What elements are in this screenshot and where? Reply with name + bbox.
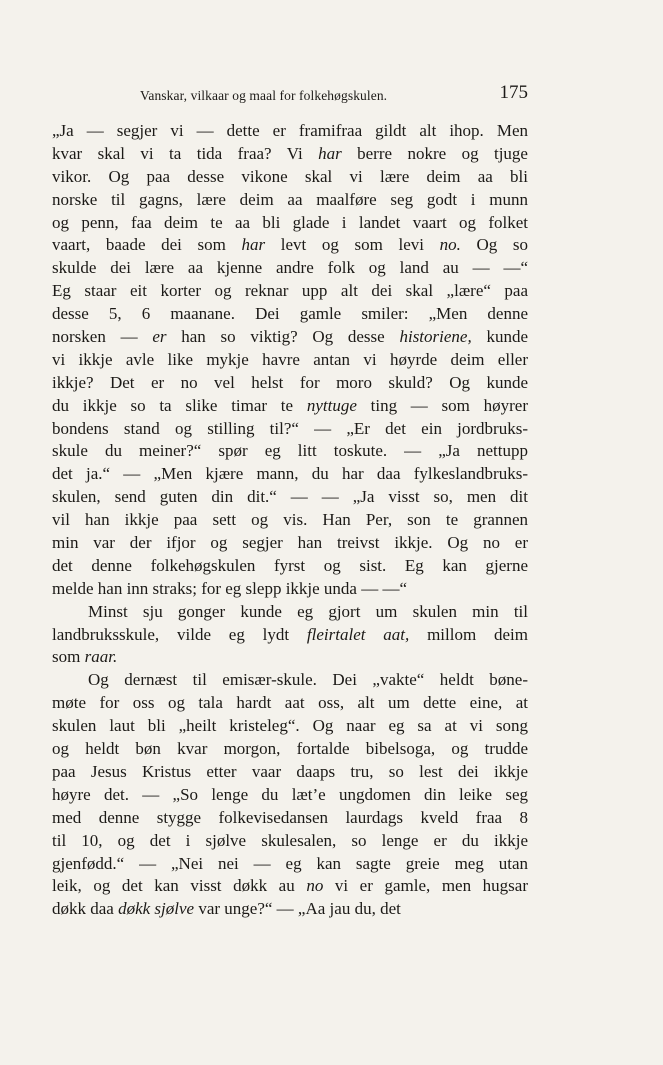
text-line: kvar skal vi ta tida fraa? Vi har berre nokre og tjuge: [52, 143, 528, 163]
text-line: til 10, og det i sjølve skulesalen, so lenge er du ikkje: [52, 830, 528, 850]
text-line: høyre det. — „So lenge du læt’e ungdomen din leike seg: [52, 784, 528, 804]
emphasis: nyttuge: [306, 395, 357, 415]
running-title: Vanskar, vilkaar og maal for folkehøgskulen.: [140, 88, 388, 103]
emphasis: har: [318, 143, 342, 163]
text-line: som raar.: [52, 647, 118, 667]
text-line: min var der ifjor og segjer han treivst ikkje. Og no er: [52, 533, 528, 553]
text-line: Minst sju gonger kunde eg gjort um skulen min til: [88, 601, 528, 621]
emphasis: er: [152, 327, 167, 347]
text-line: vil han ikkje paa sett og vis. Han Per, son te grannen: [52, 510, 528, 530]
text-line: vikor. Og paa desse vikone skal vi lære deim aa bli: [52, 166, 528, 186]
text-line: og penn, faa deim te aa bli glade i landet vaart og folket: [52, 212, 528, 232]
emphasis: no: [306, 876, 324, 896]
text-line: desse 5, 6 maanane. Dei gamle smiler: „Men denne: [52, 304, 528, 324]
text-line: bondens stand og stilling til?“ — „Er det ein jordbruks-: [52, 418, 528, 438]
emphasis: historiene,: [399, 327, 472, 347]
text-line: vi ikkje avle like mykje havre antan vi høyrde deim eller: [52, 349, 528, 369]
text-line: paa Jesus Kristus etter vaar daaps tru, so lest dei ikkje: [52, 761, 528, 781]
text-line: landbruksskule, vilde eg lydt fleirtalet aat, millom deim: [52, 624, 528, 644]
text-line: døkk daa døkk sjølve var unge?“ — „Aa jau du, det: [52, 899, 401, 919]
text-line: „Ja — segjer vi — dette er framifraa gildt alt ihop. Men: [52, 121, 528, 140]
running-head: [52, 82, 528, 106]
text-line: skulde dei lære aa kjenne andre folk og land au — —“: [52, 258, 528, 278]
emphasis: fleirtalet aat,: [306, 624, 410, 644]
emphasis: har: [241, 235, 266, 255]
text-line: med denne stygge folkevisedansen laurdags kveld fraa 8: [52, 807, 528, 827]
text-line: det ja.“ — „Men kjære mann, du har daa fylkeslandbruks-: [52, 464, 528, 484]
emphasis: døkk sjølve: [118, 899, 195, 919]
text-line: Og dernæst til emisær-skule. Dei „vakte“ heldt bøne-: [88, 670, 528, 690]
text-line: norsken — er han so viktig? Og desse historiene, kunde: [52, 327, 529, 347]
text-line: Eg staar eit korter og reknar upp alt dei skal „lære“ paa: [52, 281, 528, 301]
text-line: norske til gagns, lære deim aa maalføre seg godt i munn: [52, 189, 528, 209]
text-line: møte for oss og tala hardt aat oss, alt um dette eine, at: [52, 693, 528, 713]
text-line: vaart, baade dei som har levt og som levi no. Og so: [52, 235, 528, 255]
text-line: og heldt bøn kvar morgon, fortalde bibelsoga, og trudde: [52, 739, 528, 759]
text-line: skulen laut bli „heilt kristeleg“. Og naar eg sa at vi song: [52, 716, 528, 736]
body-text: [52, 120, 528, 921]
text-line: skulen, send guten din dit.“ — — „Ja visst so, men dit: [52, 487, 528, 507]
emphasis: no.: [439, 235, 461, 255]
text-line: skule du meiner?“ spør eg litt toskute. — „Ja nettupp: [52, 441, 528, 461]
text-line: ikkje? Det er no vel helst for moro skuld? Og kunde: [52, 372, 528, 392]
text-line: det denne folkehøgskulen fyrst og sist. Eg kan gjerne: [52, 555, 528, 575]
text-line: du ikkje so ta slike timar te nyttuge ting — som høyrer: [52, 395, 528, 415]
page-number: 175: [499, 82, 528, 103]
text-line: leik, og det kan visst døkk au no vi er gamle, men hugsar: [52, 876, 528, 896]
emphasis: raar.: [84, 647, 118, 667]
text-line: melde han inn straks; for eg slepp ikkje unda — —“: [52, 578, 408, 598]
text-line: gjenfødd.“ — „Nei nei — eg kan sagte greie meg utan: [52, 853, 528, 873]
